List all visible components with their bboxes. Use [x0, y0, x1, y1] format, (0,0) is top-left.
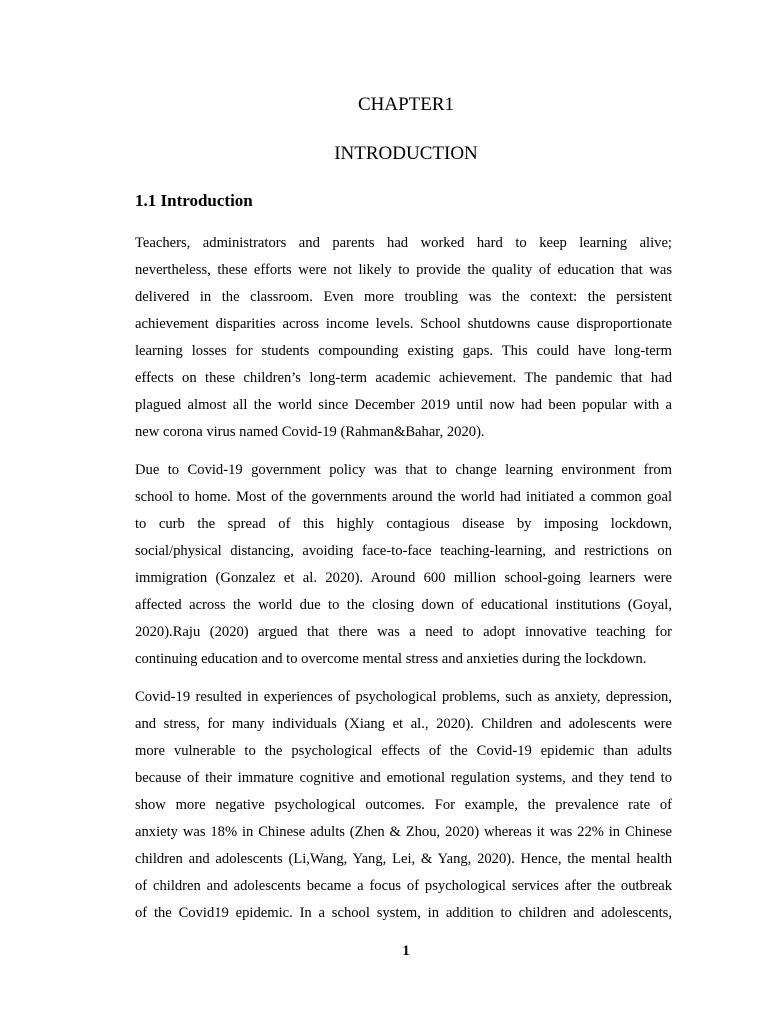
paragraph-line: school to home. Most of the governments around the world had initiated a common goal	[135, 489, 672, 505]
paragraph-line: and stress, for many individuals (Xiang et al., 2020). Children and adolescents were	[135, 716, 672, 732]
paragraph-3	[135, 684, 672, 927]
paragraph-line: because of their immature cognitive and emotional regulation systems, and they tend to	[135, 770, 672, 786]
paragraph-line: continuing education and to overcome mental stress and anxieties during the lockdown.	[135, 651, 647, 667]
paragraph-2	[135, 457, 672, 673]
paragraph-1	[135, 230, 672, 446]
paragraph-line: immigration (Gonzalez et al. 2020). Around 600 million school-going learners were	[135, 570, 672, 586]
paragraph-line: Covid-19 resulted in experiences of psychological problems, such as anxiety, depression,	[135, 689, 672, 705]
paragraph-line: plagued almost all the world since December 2019 until now had been popular with a	[135, 397, 672, 413]
paragraph-line: learning losses for students compounding existing gaps. This could have long-term	[135, 343, 672, 359]
paragraph-line: Due to Covid-19 government policy was that to change learning environment from	[135, 462, 672, 478]
paragraph-line: Teachers, administrators and parents had worked hard to keep learning alive;	[135, 235, 672, 251]
section-heading: 1.1 Introduction	[135, 191, 253, 210]
paragraph-line: social/physical distancing, avoiding face-to-face teaching-learning, and restrictions on	[135, 543, 672, 559]
paragraph-line: show more negative psychological outcomes. For example, the prevalence rate of	[135, 797, 672, 813]
paragraph-line: to curb the spread of this highly contagious disease by imposing lockdown,	[135, 516, 672, 532]
paragraph-line: effects on these children’s long-term academic achievement. The pandemic that had	[135, 370, 672, 386]
paragraph-line: achievement disparities across income levels. School shutdowns cause disproportionate	[135, 316, 672, 332]
chapter-label: CHAPTER1	[357, 94, 455, 115]
chapter-title: INTRODUCTION	[334, 143, 478, 164]
paragraph-line: of children and adolescents became a focus of psychological services after the outbreak	[135, 878, 672, 894]
paragraph-line: anxiety was 18% in Chinese adults (Zhen & Zhou, 2020) whereas it was 22% in Chinese	[135, 824, 672, 840]
paragraph-line: children and adolescents (Li,Wang, Yang, Lei, & Yang, 2020). Hence, the mental health	[135, 851, 672, 867]
paragraph-line: 2020).Raju (2020) argued that there was a need to adopt innovative teaching for	[135, 624, 672, 640]
paragraph-line: delivered in the classroom. Even more troubling was the context: the persistent	[135, 289, 672, 305]
paragraph-line: nevertheless, these efforts were not likely to provide the quality of education that was	[135, 262, 672, 278]
paragraph-line: affected across the world due to the closing down of educational institutions (Goyal,	[135, 597, 672, 613]
page-number: 1	[402, 943, 410, 959]
paragraph-line: of the Covid19 epidemic. In a school system, in addition to children and adolescents,	[135, 905, 672, 921]
paragraph-line: more vulnerable to the psychological effects of the Covid-19 epidemic than adults	[135, 743, 672, 759]
paragraph-line: new corona virus named Covid-19 (Rahman&Bahar, 2020).	[135, 424, 485, 440]
